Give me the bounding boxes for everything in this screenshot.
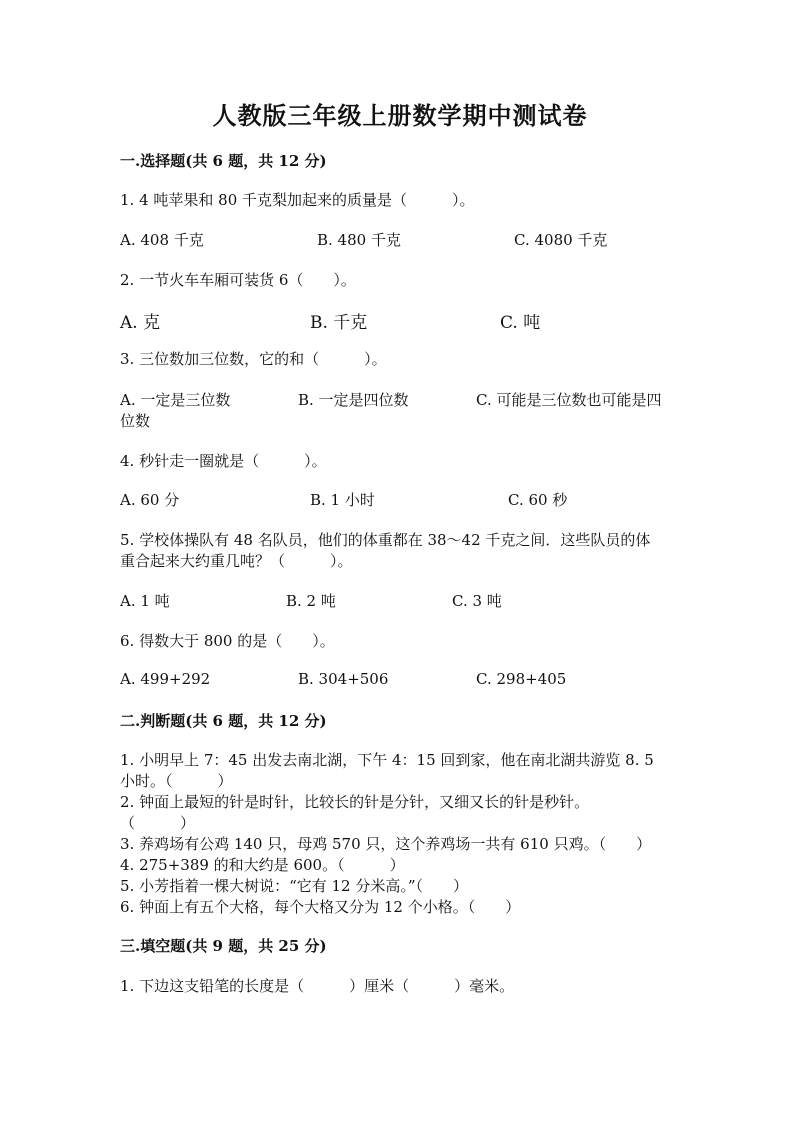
judgement-line: 4. 275+389 的和大约是 600。（ ） [120, 856, 405, 874]
judgement-line: 1. 小明早上 7：45 出发去南北湖，下午 4：15 回到家，他在南北湖共游览 8. 5 [120, 751, 654, 769]
question-stem: 1. 下边这支铅笔的长度是（ ）厘米（ ）毫米。 [120, 977, 515, 995]
judgement-line: 6. 钟面上有五个大格，每个大格又分为 12 个小格。（ ） [120, 898, 521, 916]
option-c: C. 可能是三位数也可能是四 [476, 391, 662, 409]
option-a: A. 1 吨 [120, 592, 170, 610]
question-stem: 2. 一节火车车厢可装货 6（ ）。 [120, 271, 356, 289]
question-stem-line: 重合起来大约重几吨？（ ）。 [120, 552, 353, 570]
option-b: B. 一定是四位数 [298, 391, 409, 409]
question-stem: 3. 三位数加三位数，它的和（ ）。 [120, 350, 387, 368]
option-a: A. 60 分 [120, 491, 180, 509]
question-stem-line: 5. 学校体操队有 48 名队员，他们的体重都在 38～42 千克之间．这些队员的体 [120, 531, 651, 549]
judgement-line: 5. 小芳指着一棵大树说：“它有 12 分米高。”（ ） [120, 877, 469, 895]
option-c: C. 60 秒 [508, 491, 568, 509]
question-stem: 4. 秒针走一圈就是（ ）。 [120, 452, 327, 470]
option-b: B. 1 小时 [310, 491, 375, 509]
option-a: A. 克 [120, 313, 161, 333]
option-a: A. 408 千克 [120, 231, 204, 249]
option-c: C. 3 吨 [452, 592, 502, 610]
option-a: A. 499+292 [120, 670, 211, 688]
judgement-line: 小时。（ ） [120, 772, 233, 790]
question-stem: 1. 4 吨苹果和 80 千克梨加起来的质量是（ ）。 [120, 191, 475, 209]
option-c: C. 4080 千克 [514, 231, 608, 249]
option-b: B. 480 千克 [317, 231, 401, 249]
page-title: 人教版三年级上册数学期中测试卷 [212, 101, 588, 130]
section-heading-judgement: 二.判断题(共 6 题，共 12 分) [120, 712, 327, 730]
judgement-line: 2. 钟面上最短的针是时针，比较长的针是分针，又细又长的针是秒针。 [120, 793, 590, 811]
option-b: B. 千克 [310, 313, 368, 333]
judgement-line: （ ） [120, 814, 196, 832]
option-c: C. 吨 [500, 313, 541, 333]
option-b: B. 2 吨 [286, 592, 336, 610]
option-c-continuation: 位数 [120, 412, 151, 430]
section-heading-fill-blank: 三.填空题(共 9 题，共 25 分) [120, 937, 327, 955]
question-stem: 6. 得数大于 800 的是（ ）。 [120, 632, 335, 650]
option-b: B. 304+506 [298, 670, 389, 688]
option-a: A. 一定是三位数 [120, 391, 231, 409]
option-c: C. 298+405 [476, 670, 567, 688]
judgement-line: 3. 养鸡场有公鸡 140 只，母鸡 570 只，这个养鸡场一共有 610 只鸡。（ ） [120, 835, 652, 853]
section-heading-choice: 一.选择题(共 6 题，共 12 分) [120, 152, 327, 170]
